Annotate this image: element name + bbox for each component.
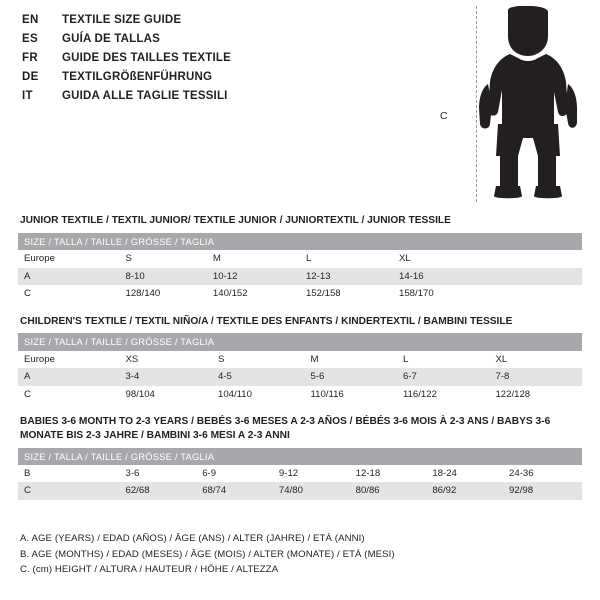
row-label: A bbox=[18, 268, 120, 286]
table-header-row bbox=[18, 333, 582, 350]
cell: 152/158 bbox=[300, 285, 393, 303]
cell: S bbox=[212, 351, 304, 369]
cell: 80/86 bbox=[350, 482, 427, 500]
table-row bbox=[18, 368, 582, 386]
section-junior-textile bbox=[18, 211, 582, 303]
measure-label-c: C bbox=[440, 110, 448, 122]
measurement-illustration bbox=[438, 6, 594, 202]
cell: 12-18 bbox=[350, 465, 427, 483]
table-header-label: SIZE / TALLA / TAILLE / GRÖSSE / TAGLIA bbox=[18, 333, 582, 350]
cell: 4-5 bbox=[212, 368, 304, 386]
table-header-label: SIZE / TALLA / TAILLE / GRÖSSE / TAGLIA bbox=[18, 233, 582, 250]
table-row bbox=[18, 482, 582, 500]
language-code: ES bbox=[22, 33, 38, 45]
language-code: DE bbox=[22, 71, 39, 83]
cell: M bbox=[207, 250, 300, 268]
section-title: JUNIOR TEXTILE / TEXTIL JUNIOR/ TEXTILE JUNIOR / JUNIORTEXTIL / JUNIOR TESSILE bbox=[20, 215, 451, 226]
table-row bbox=[18, 465, 582, 483]
language-code: IT bbox=[22, 90, 33, 102]
cell: 7-8 bbox=[489, 368, 582, 386]
language-title: TEXTILGRÖßENFÜHRUNG bbox=[62, 71, 213, 83]
dashed-measure-line bbox=[476, 6, 477, 202]
language-row bbox=[22, 52, 442, 71]
cell: 98/104 bbox=[120, 386, 212, 404]
size-tables bbox=[18, 211, 582, 509]
row-label: Europe bbox=[18, 250, 120, 268]
cell: 6-9 bbox=[196, 465, 273, 483]
language-code: EN bbox=[22, 14, 39, 26]
table-row bbox=[18, 268, 582, 286]
cell: L bbox=[300, 250, 393, 268]
legend-line-a: A. AGE (YEARS) / EDAD (AÑOS) / ÂGE (ANS) / ALTER (JAHRE) / ETÀ (ANNI) bbox=[20, 533, 365, 544]
language-title: GUIDE DES TAILLES TEXTILE bbox=[62, 52, 231, 64]
row-label: C bbox=[18, 482, 120, 500]
cell: 86/92 bbox=[426, 482, 503, 500]
row-label: A bbox=[18, 368, 120, 386]
table-header-row bbox=[18, 233, 582, 250]
row-label: Europe bbox=[18, 351, 120, 369]
legend-line-b: B. AGE (MONTHS) / EDAD (MESES) / ÂGE (MOIS) / ALTER (MONATE) / ETÀ (MESI) bbox=[20, 548, 395, 560]
table-header-label: SIZE / TALLA / TAILLE / GRÖSSE / TAGLIA bbox=[18, 448, 582, 465]
cell: 8-10 bbox=[120, 268, 207, 286]
cell: 140/152 bbox=[207, 285, 300, 303]
language-row bbox=[22, 33, 442, 52]
language-row bbox=[22, 14, 442, 33]
cell: 68/74 bbox=[196, 482, 273, 500]
cell: 24-36 bbox=[503, 465, 582, 483]
cell: 92/98 bbox=[503, 482, 582, 500]
cell: 9-12 bbox=[273, 465, 350, 483]
children-size-table bbox=[18, 333, 582, 403]
row-label: B bbox=[18, 465, 120, 483]
cell: 12-13 bbox=[300, 268, 393, 286]
language-row bbox=[22, 71, 442, 90]
cell: 62/68 bbox=[120, 482, 197, 500]
language-title: GUÍA DE TALLAS bbox=[62, 33, 160, 45]
cell: 110/116 bbox=[304, 386, 396, 404]
babies-size-table bbox=[18, 448, 582, 500]
row-label: C bbox=[18, 386, 120, 404]
cell: XL bbox=[489, 351, 582, 369]
cell: S bbox=[120, 250, 207, 268]
legend-line-c: C. (cm) HEIGHT / ALTURA / HAUTEUR / HÖHE / ALTEZZA bbox=[20, 564, 279, 576]
cell: 14-16 bbox=[393, 268, 582, 286]
language-title: TEXTILE SIZE GUIDE bbox=[62, 14, 182, 26]
table-row bbox=[18, 285, 582, 303]
table-row bbox=[18, 386, 582, 404]
junior-size-table bbox=[18, 233, 582, 303]
cell: XS bbox=[120, 351, 212, 369]
cell: 104/110 bbox=[212, 386, 304, 404]
table-row bbox=[18, 250, 582, 268]
row-label: C bbox=[18, 285, 120, 303]
language-code: FR bbox=[22, 52, 38, 64]
section-babies-textile bbox=[18, 412, 582, 500]
cell: 10-12 bbox=[207, 268, 300, 286]
cell: 158/170 bbox=[393, 285, 582, 303]
language-row bbox=[22, 90, 442, 109]
cell: XL bbox=[393, 250, 582, 268]
table-row bbox=[18, 351, 582, 369]
cell: 6-7 bbox=[397, 368, 489, 386]
cell: 122/128 bbox=[489, 386, 582, 404]
toddler-silhouette-icon bbox=[438, 6, 594, 202]
cell: 18-24 bbox=[426, 465, 503, 483]
cell: 116/122 bbox=[397, 386, 489, 404]
section-title: CHILDREN'S TEXTILE / TEXTIL NIÑO/A / TEXTILE DES ENFANTS / KINDERTEXTIL / BAMBINI TESSILE bbox=[20, 315, 513, 327]
legend-block bbox=[20, 531, 580, 578]
cell: 5-6 bbox=[304, 368, 396, 386]
table-header-row bbox=[18, 448, 582, 465]
language-header-block bbox=[22, 14, 442, 109]
cell: M bbox=[304, 351, 396, 369]
cell: 128/140 bbox=[120, 285, 207, 303]
language-title: GUIDA ALLE TAGLIE TESSILI bbox=[62, 90, 228, 102]
section-childrens-textile bbox=[18, 312, 582, 404]
cell: 3-6 bbox=[120, 465, 197, 483]
section-title: BABIES 3-6 MONTH TO 2-3 YEARS / BEBÉS 3-6 MESES A 2-3 AÑOS / BÉBÉS 3-6 MOIS À 2-3 ANS / BABYS 3-6 MONATE BIS 2-3 JAHRE / BAMBINI 3-6 MESI A 2-3 ANNI bbox=[20, 416, 551, 441]
cell: 74/80 bbox=[273, 482, 350, 500]
cell: 3-4 bbox=[120, 368, 212, 386]
cell: L bbox=[397, 351, 489, 369]
